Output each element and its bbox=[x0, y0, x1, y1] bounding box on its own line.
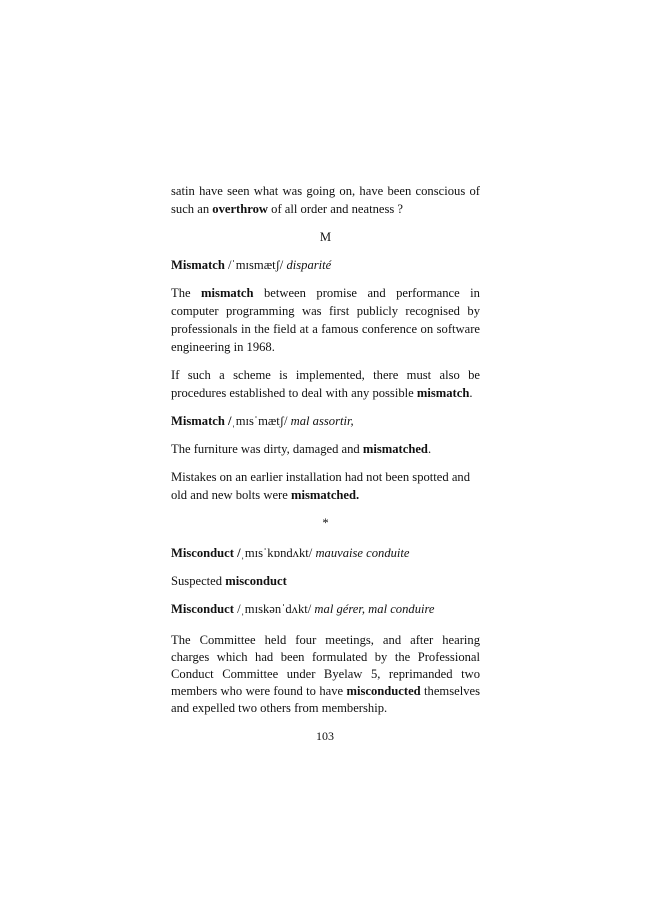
keyword: mismatch bbox=[201, 286, 254, 300]
keyword: misconducted bbox=[346, 684, 421, 698]
keyword: mismatch bbox=[416, 386, 470, 400]
headword: Mismatch / bbox=[171, 414, 232, 428]
text: between promise and performance in computer programming was first publicly recognised by professionals in the field at a famous conference on software engineering in 1968. bbox=[171, 286, 480, 354]
text: of all order and neatness ? bbox=[268, 202, 403, 216]
example-paragraph bbox=[171, 440, 480, 458]
text: The bbox=[171, 286, 202, 300]
example-paragraph bbox=[171, 468, 480, 504]
translation: mal assortir, bbox=[290, 414, 354, 428]
headword: Mismatch bbox=[171, 258, 225, 272]
example-paragraph bbox=[171, 366, 480, 402]
text: If such a scheme is implemented, there must also be procedures established to deal with any possible bbox=[171, 368, 480, 400]
pronunciation: /ˌmɪskənˈdʌkt/ bbox=[233, 602, 315, 616]
example-paragraph bbox=[171, 284, 480, 356]
keyword: misconduct bbox=[225, 574, 287, 588]
translation: mal gérer, mal conduire bbox=[314, 602, 435, 616]
page-number: 103 bbox=[316, 729, 334, 743]
pronunciation: ˌmɪsˈkɒndʌkt/ bbox=[240, 546, 316, 560]
example-paragraph bbox=[171, 572, 480, 590]
pronunciation: /ˈmɪsmætʃ/ bbox=[224, 258, 287, 272]
entry-heading-misconduct-2 bbox=[171, 600, 480, 618]
text: The Committee held four meetings, and after hearing charges which had been formulated by the Professional Conduct Committee under Byelaw 5, reprimanded two members who were found to have bbox=[171, 633, 480, 698]
example-paragraph bbox=[171, 632, 480, 717]
separator-asterisk: * bbox=[322, 516, 329, 530]
section-letter: M bbox=[319, 230, 332, 244]
page-body bbox=[171, 182, 480, 717]
text: The furniture was dirty, damaged and bbox=[171, 442, 363, 456]
entry-heading-misconduct-1 bbox=[171, 544, 480, 562]
keyword: overthrow bbox=[212, 202, 269, 216]
headword: Misconduct bbox=[171, 602, 234, 616]
text: themselves and expelled two others from membership. bbox=[171, 684, 480, 715]
entry-heading-mismatch-2 bbox=[171, 412, 480, 430]
keyword: mismatched. bbox=[290, 488, 360, 502]
translation: mauvaise conduite bbox=[315, 546, 410, 560]
headword: Misconduct / bbox=[171, 546, 241, 560]
keyword: mismatched bbox=[362, 442, 428, 456]
text: . bbox=[427, 442, 432, 456]
translation: disparité bbox=[286, 258, 332, 272]
text: Suspected bbox=[171, 574, 226, 588]
entry-heading-mismatch-1 bbox=[171, 256, 480, 274]
text: . bbox=[469, 386, 473, 400]
paragraph-overthrow bbox=[171, 182, 480, 218]
text: satin have seen what was going on, have been conscious of such an bbox=[171, 184, 480, 216]
pronunciation: ˌmɪsˈmætʃ/ bbox=[231, 414, 291, 428]
text: Mistakes on an earlier installation had not been spotted and old and new bolts were bbox=[171, 470, 471, 502]
